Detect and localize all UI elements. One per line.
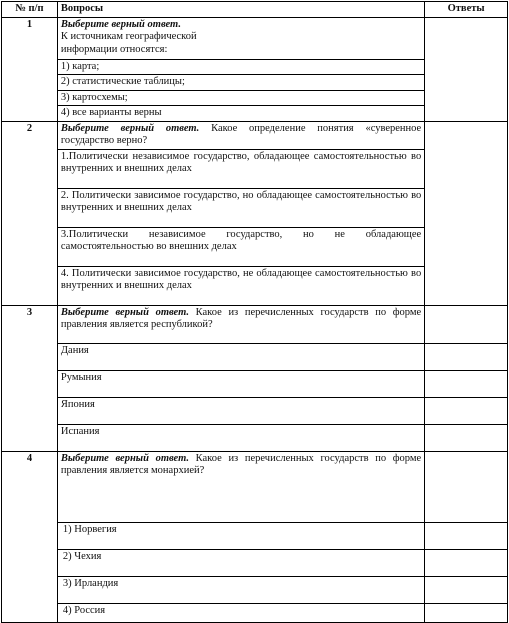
q3-option-row bbox=[2, 343, 508, 370]
q1-answer-cell[interactable] bbox=[425, 17, 508, 121]
q1-number: 1 bbox=[2, 17, 58, 121]
q3-text: Какое из перечисленных государств по форме правления является республикой? bbox=[60, 306, 422, 330]
q4-answer-cell[interactable] bbox=[425, 576, 508, 603]
q4-answer-cell[interactable] bbox=[425, 522, 508, 549]
q4-number: 4 bbox=[2, 451, 58, 622]
q1-option-1: 1) карта; bbox=[57, 59, 424, 75]
q4-option-3: 3) Ирландия bbox=[57, 576, 424, 603]
quiz-table bbox=[1, 1, 508, 623]
q1-question bbox=[57, 17, 424, 59]
q3-option-4: Испания bbox=[57, 424, 424, 451]
q1-text-line-1: К источникам географической bbox=[60, 31, 197, 42]
q4-answer-cell[interactable] bbox=[425, 451, 508, 522]
q2-option-3: 3.Политически независимое государство, но не обладающее самостоятельностью во внешних делах bbox=[57, 227, 424, 266]
header-row bbox=[2, 2, 508, 18]
q1-text-line-2: информации относятся: bbox=[60, 43, 168, 55]
q3-option-row bbox=[2, 370, 508, 397]
q3-option-row bbox=[2, 397, 508, 424]
q2-option-1: 1.Политически независимое государство, обладающее самостоятельностью во внутренних и внешних делах bbox=[57, 149, 424, 188]
q4-option-2: 2) Чехия bbox=[57, 549, 424, 576]
q4-option-row bbox=[2, 576, 508, 603]
q3-question bbox=[57, 305, 424, 343]
q3-answer-cell[interactable] bbox=[425, 424, 508, 451]
q4-option-row bbox=[2, 522, 508, 549]
q1-option-4: 4) все варианты верны bbox=[57, 106, 424, 122]
q2-text: Какое определение понятия «суверенное государство верно? bbox=[60, 122, 422, 146]
q3-answer-cell[interactable] bbox=[425, 343, 508, 370]
q2-option-4: 4. Политически зависимое государство, не обладающее самостоятельностью во внутренних и внешних делах bbox=[57, 266, 424, 305]
q4-option-1: 1) Норвегия bbox=[57, 522, 424, 549]
q3-answer-cell[interactable] bbox=[425, 397, 508, 424]
q3-option-row bbox=[2, 424, 508, 451]
q3-row bbox=[2, 305, 508, 343]
q4-option-row bbox=[2, 603, 508, 622]
q2-option-2: 2. Политически зависимое государство, но обладающее самостоятельностью во внутренних и внешних делах bbox=[57, 188, 424, 227]
q2-row bbox=[2, 121, 508, 149]
q3-answer-cell[interactable] bbox=[425, 305, 508, 343]
q3-answer-cell[interactable] bbox=[425, 370, 508, 397]
q3-option-3: Япония bbox=[57, 397, 424, 424]
q4-answer-cell[interactable] bbox=[425, 549, 508, 576]
q4-instruction: Выберите верный ответ. bbox=[60, 452, 189, 464]
q3-instruction: Выберите верный ответ. bbox=[60, 306, 189, 318]
q4-answer-cell[interactable] bbox=[425, 603, 508, 622]
q4-row bbox=[2, 451, 508, 522]
q3-number: 3 bbox=[2, 305, 58, 451]
q1-option-2: 2) статистические таблицы; bbox=[57, 75, 424, 91]
q4-text: Какое из перечисленных государств по форме правления является монархией? bbox=[60, 452, 422, 476]
q2-number: 2 bbox=[2, 121, 58, 305]
q1-instruction: Выберите верный ответ. bbox=[60, 18, 181, 30]
q1-option-3: 3) картосхемы; bbox=[57, 90, 424, 106]
q3-option-2: Румыния bbox=[57, 370, 424, 397]
header-answers: Ответы bbox=[425, 2, 508, 18]
q2-instruction: Выберите верный ответ. bbox=[60, 122, 200, 134]
q1-row bbox=[2, 17, 508, 59]
q4-question bbox=[57, 451, 424, 522]
header-questions: Вопросы bbox=[57, 2, 424, 18]
q2-question bbox=[57, 121, 424, 149]
q3-option-1: Дания bbox=[57, 343, 424, 370]
q4-option-4: 4) Россия bbox=[57, 603, 424, 622]
q4-option-row bbox=[2, 549, 508, 576]
q2-answer-cell[interactable] bbox=[425, 121, 508, 305]
header-num: № п/п bbox=[2, 2, 58, 18]
